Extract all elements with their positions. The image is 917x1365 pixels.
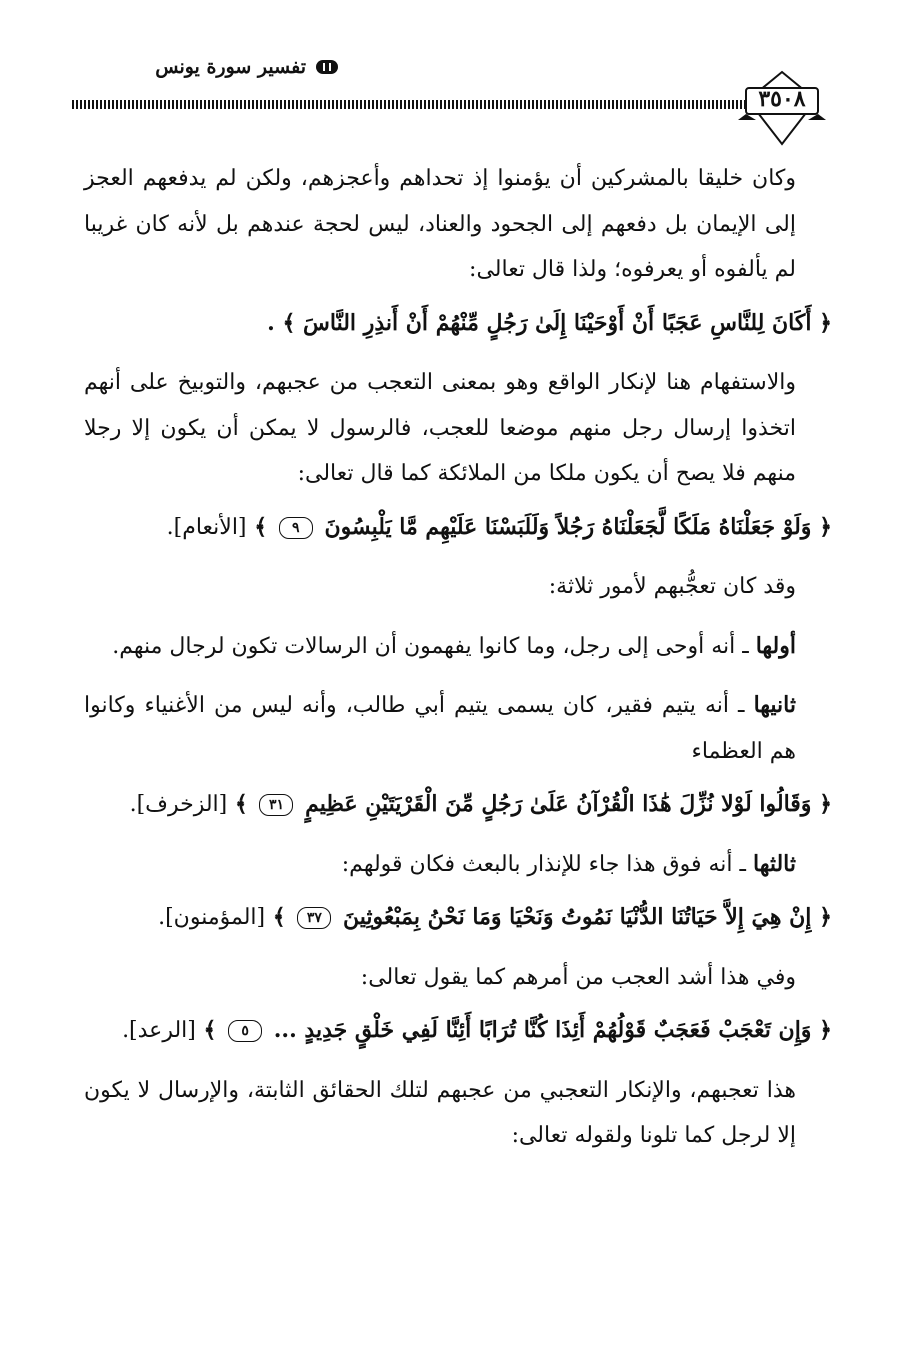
ayah-number: ٣٧ <box>297 907 331 929</box>
verse-text: وَلَوْ جَعَلْنَاهُ مَلَكًا لَّجَعَلْنَاهُ رَجُلاً وَلَلَبَسْنَا عَلَيْهِم مَّا يَلْبِسُونَ <box>324 513 812 540</box>
verse-close-bracket: ﴾ <box>254 513 268 540</box>
paragraph: هذا تعجبهم، والإنكار التعجبي من عجبهم لتلك الحقائق الثابتة، والإرسال لا يكون إلا لرجل كما تلونا ولقوله تعالى: <box>84 1077 796 1148</box>
verse-open-bracket: ﴿ <box>819 309 832 336</box>
verse-open-bracket: ﴿ <box>819 904 832 930</box>
list-item <box>84 842 832 888</box>
quran-verse <box>84 782 832 828</box>
verse-open-bracket: ﴿ <box>819 513 832 540</box>
list-item-lead: ثالثها <box>752 850 796 877</box>
list-item-text: ـ أنه أوحى إلى رجل، وما كانوا يفهمون أن الرسالات تكون لرجال منهم. <box>112 633 749 659</box>
list-item <box>84 624 832 670</box>
quran-verse: ﴿ أَكَانَ لِلنَّاسِ عَجَبًا أَنْ أَوْحَيْنَا إِلَىٰ رَجُلٍ مِّنْهُمْ أَنْ أَنذِرِ النَّاسَ ﴾ . <box>267 309 832 336</box>
list-item-text: ـ أنه فوق هذا جاء للإنذار بالبعث فكان قولهم: <box>341 851 746 877</box>
ayah-number: ٥ <box>228 1020 262 1042</box>
quran-verse <box>84 1008 832 1054</box>
verse-open-bracket: ﴿ <box>819 1017 832 1043</box>
header-rule <box>72 100 762 109</box>
verse-open-bracket: ﴿ <box>819 791 832 817</box>
verse-close-bracket: ﴾ <box>272 904 286 930</box>
page-body <box>84 156 832 1159</box>
verse-close-bracket: ﴾ <box>282 309 296 336</box>
paragraph: وقد كان تعجُّبهم لأمور ثلاثة: <box>548 574 796 599</box>
verse-text: وَإِن تَعْجَبْ فَعَجَبٌ قَوْلُهُمْ أَئِذَا كُنَّا تُرَابًا أَئِنَّا لَفِي خَلْقٍ جَدِيدٍ ... <box>273 1017 812 1043</box>
verse-text: وَقَالُوا لَوْلا نُزِّلَ هَٰذَا الْقُرْآنُ عَلَىٰ رَجُلٍ مِّنَ الْقَرْيَتَيْنِ عَظِيمٍ <box>305 791 812 817</box>
paragraph: وفي هذا أشد العجب من أمرهم كما يقول تعالى: <box>360 964 796 990</box>
quran-verse <box>84 895 832 941</box>
ayah-number: ٩ <box>279 517 313 539</box>
verse-text: إِنْ هِيَ إِلاَّ حَيَاتُنَا الدُّنْيَا نَمُوتُ وَنَحْيَا وَمَا نَحْنُ بِمَبْعُوثِينَ <box>343 904 812 930</box>
surah-reference: [الزخرف]. <box>129 792 228 817</box>
ornament-icon <box>316 60 338 74</box>
surah-reference: [الأنعام]. <box>166 514 247 540</box>
paragraph: والاستفهام هنا لإنكار الواقع وهو بمعنى التعجب من عجبهم، والتوبيخ على أنهم اتخذوا إرسال رجل منهم موضعا للعجب، فالرسول لا يمكن أن يكون إلا رجلا منهم فلا يصح أن يكون ملكا من الملائكة كما قال تعالى: <box>84 370 796 486</box>
list-item-lead: أولها <box>755 632 796 659</box>
surah-reference: [المؤمنون]. <box>158 905 266 930</box>
surah-reference: [الرعد]. <box>122 1018 196 1043</box>
quran-verse <box>84 505 832 551</box>
running-title: تفسير سورة يونس <box>155 56 306 78</box>
paragraph: وكان خليقا بالمشركين أن يؤمنوا إذ تحداهم وأعجزهم، ولكن لم يدفعهم العجز إلى الإيمان بل دفعهم إلى الجحود والعناد، ليس لحجة عندهم بل لأنه كان غريبا لم يألفوه أو يعرفوه؛ ولذا قال تعالى: <box>84 166 796 282</box>
list-item-lead: ثانيها <box>753 692 796 718</box>
verse-text: أَكَانَ لِلنَّاسِ عَجَبًا أَنْ أَوْحَيْنَا إِلَىٰ رَجُلٍ مِّنْهُمْ أَنْ أَنذِرِ النَّاسَ <box>303 309 812 336</box>
list-item <box>84 683 832 774</box>
list-item-text: ـ أنه يتيم فقير، كان يسمى يتيم أبي طالب، وأنه ليس من الأغنياء وكانوا هم العظماء <box>84 693 796 764</box>
verse-close-bracket: ﴾ <box>234 791 248 817</box>
ayah-number: ٣١ <box>259 794 293 816</box>
page-number: ٣٥٠٨ <box>758 86 806 112</box>
running-header <box>88 56 338 78</box>
verse-close-bracket: ﴾ <box>203 1017 217 1043</box>
